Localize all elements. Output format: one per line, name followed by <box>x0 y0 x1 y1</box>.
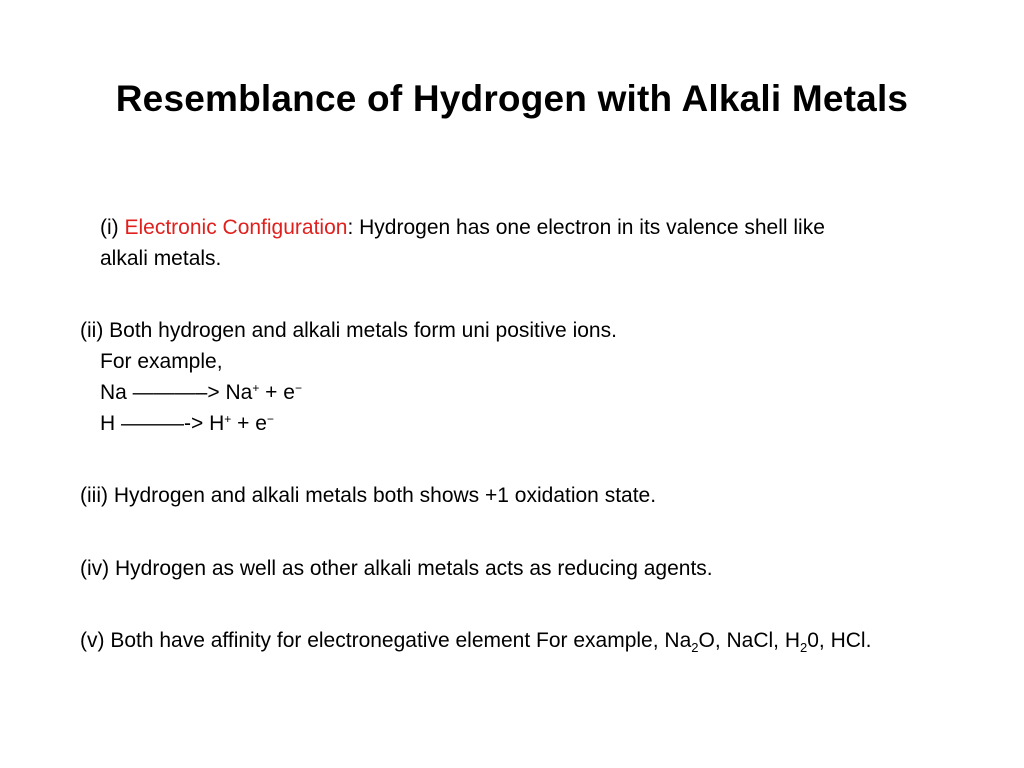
hydrogen-ionization-equation <box>80 408 940 439</box>
slide-title: Resemblance of Hydrogen with Alkali Metals <box>115 78 909 119</box>
point5-part2: O, NaCl, H <box>698 629 800 652</box>
point2-example-label: For example, <box>100 350 223 373</box>
point1-text: : Hydrogen has one electron in its valence shell like <box>347 216 825 239</box>
point5-line <box>80 625 980 656</box>
eq1-left: Na ———–> Na <box>100 381 253 404</box>
sodium-ionization-equation <box>80 377 940 408</box>
point1-line1 <box>100 212 930 243</box>
point5-part3: 0, HCl. <box>807 629 872 652</box>
point2-line1: (ii) Both hydrogen and alkali metals form uni positive ions. <box>80 319 617 342</box>
point-oxidation-state: (iii) Hydrogen and alkali metals both shows +1 oxidation state. <box>80 484 657 507</box>
eq1-electron: + e <box>259 381 295 404</box>
point-reducing-agents: (iv) Hydrogen as well as other alkali metals acts as reducing agents. <box>80 557 713 580</box>
electronic-configuration-highlight: Electronic Configuration <box>124 216 348 239</box>
point5-sub2: 2 <box>800 640 808 655</box>
eq1-charge-minus: − <box>294 381 302 395</box>
point-electronic-configuration <box>100 212 930 274</box>
point-electronegative-affinity <box>80 625 980 656</box>
point-positive-ions <box>80 315 940 439</box>
point5-part1: (v) Both have affinity for electronegative element For example, Na <box>80 629 692 652</box>
eq2-left: H ———-> H <box>100 412 225 435</box>
eq2-electron: + e <box>231 412 267 435</box>
eq1-charge-plus: + <box>252 381 260 395</box>
eq2-charge-plus: + <box>224 412 232 426</box>
eq2-charge-minus: − <box>266 412 274 426</box>
point1-prefix: (i) <box>100 216 125 239</box>
point1-line2: alkali metals. <box>100 247 222 270</box>
point5-sub1: 2 <box>691 640 699 655</box>
